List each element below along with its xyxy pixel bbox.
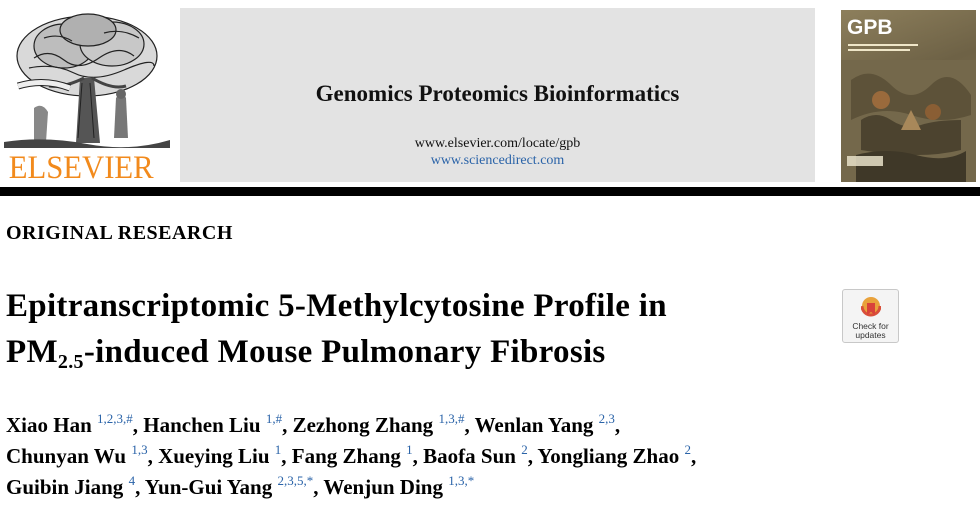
- author-name[interactable]: Xiao Han: [6, 413, 92, 437]
- sciencedirect-link[interactable]: www.sciencedirect.com: [430, 153, 565, 168]
- journal-banner: [180, 8, 815, 182]
- author-line-1: Xiao Han $^{1,2,3,\#}$, Hanchen Liu $^{1,\#}$, Zezhong Zhang $^{1,3,\#}$, Wenlan Yang $^{2,3}$,: [6, 411, 621, 437]
- journal-header: [0, 0, 980, 186]
- author-name[interactable]: Chunyan Wu: [6, 444, 127, 468]
- paper-title-line-1: Epitranscriptomic 5-Methylcytosine Profile in: [6, 288, 667, 324]
- check-for-updates-button[interactable]: [842, 289, 899, 343]
- author-name[interactable]: Wenlan Yang: [474, 413, 594, 437]
- journal-url-link[interactable]: www.elsevier.com/locate/gpb: [414, 136, 581, 151]
- check-updates-line-1: Check for: [852, 321, 889, 331]
- title-pm: PM: [6, 334, 58, 370]
- author-name[interactable]: Zezhong Zhang: [292, 413, 434, 437]
- author-affiliation[interactable]: 1,2,3,#: [97, 411, 133, 426]
- author-affiliation[interactable]: 1: [274, 442, 282, 457]
- header-divider: [0, 187, 980, 196]
- author-affiliation[interactable]: 1,3,*: [448, 473, 475, 488]
- check-updates-label: [843, 322, 898, 340]
- title-rest: -induced Mouse Pulmonary Fibrosis: [83, 334, 606, 370]
- author-affiliation[interactable]: 1,#: [265, 411, 283, 426]
- author-affiliation[interactable]: 2: [684, 442, 691, 457]
- author-name[interactable]: Xueying Liu: [158, 444, 270, 468]
- author-name[interactable]: Yongliang Zhao: [537, 444, 680, 468]
- paper-title-line-2: [6, 329, 826, 375]
- cover-title: GPB: [847, 16, 893, 39]
- author-affiliation[interactable]: 2,3,5,*: [277, 473, 314, 488]
- title-subscript: 2.5: [57, 351, 84, 373]
- cover-painting-icon: [841, 60, 976, 182]
- author-name[interactable]: Fang Zhang: [291, 444, 401, 468]
- bookmark-ribbon-icon: [861, 296, 881, 320]
- cover-subtitle-artwork: [848, 43, 928, 57]
- author-affiliation[interactable]: 2: [521, 442, 528, 457]
- author-affiliation[interactable]: 2,3: [598, 411, 615, 426]
- author-line-3: Guibin Jiang $^4$, Yun-Gui Yang $^{2,3,5,*}$, Wenjun Ding $^{1,3,*}$: [6, 473, 475, 499]
- article-section-label: ORIGINAL RESEARCH: [6, 222, 233, 244]
- journal-title[interactable]: Genomics Proteomics Bioinformatics: [315, 81, 680, 106]
- author-name[interactable]: Guibin Jiang: [6, 475, 124, 499]
- author-affiliation[interactable]: 1: [406, 442, 413, 457]
- elsevier-logo[interactable]: [4, 8, 170, 184]
- author-name[interactable]: Yun-Gui Yang: [144, 475, 273, 499]
- author-list: [6, 410, 966, 503]
- author-affiliation[interactable]: 4: [128, 473, 136, 488]
- elsevier-wordmark: ELSEVIER: [8, 150, 154, 186]
- author-name[interactable]: Baofa Sun: [423, 444, 516, 468]
- author-line-2: Chunyan Wu $^{1,3}$, Xueying Liu $^1$, Fang Zhang $^1$, Baofa Sun $^2$, Yongliang Zhao $^2$,: [6, 442, 697, 468]
- author-name[interactable]: Wenjun Ding: [323, 475, 443, 499]
- author-name[interactable]: Hanchen Liu: [143, 413, 261, 437]
- elsevier-tree-icon: [4, 8, 170, 148]
- paper-title: [6, 283, 826, 375]
- cover-subtitle-lines: [848, 43, 928, 55]
- author-affiliation[interactable]: 1,3: [131, 442, 148, 457]
- author-affiliation[interactable]: 1,3,#: [438, 411, 465, 426]
- check-updates-line-2: updates: [855, 330, 886, 340]
- journal-cover[interactable]: [841, 10, 976, 182]
